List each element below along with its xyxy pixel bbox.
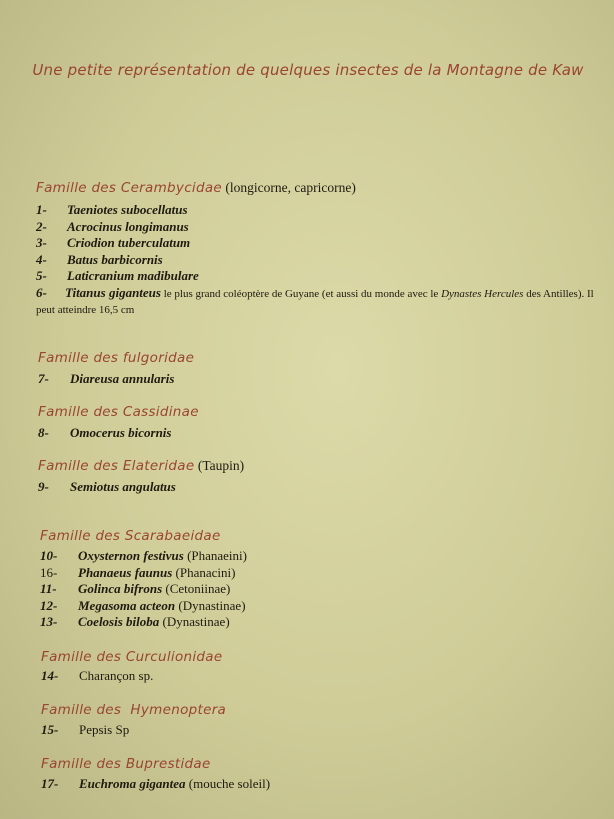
item-number: 2-: [36, 219, 47, 234]
species-description: le plus grand coléoptère de Guyane (et aussi du monde avec le: [160, 288, 442, 300]
list-item: [40, 565, 235, 581]
family-heading-scarabaeidae: [40, 528, 221, 544]
list-item: [40, 581, 230, 597]
species-name: Semiotus angulatus: [70, 479, 176, 494]
item-number: 5-: [36, 268, 47, 283]
family-note: (longicorne, capricorne): [222, 180, 356, 195]
family-name: Famille des Curculionidae: [41, 649, 223, 665]
item-number: 11-: [40, 581, 57, 596]
item-number: 7-: [38, 371, 49, 386]
species-name: Titanus giganteus: [65, 285, 161, 300]
family-heading-cerambycidae: [36, 180, 356, 196]
species-name: Euchroma gigantea: [79, 776, 186, 791]
species-name: Diareusa annularis: [70, 371, 175, 386]
list-item: [41, 668, 153, 684]
list-item: [36, 252, 163, 268]
item-number: 9-: [38, 479, 49, 494]
item-number: 10-: [40, 548, 58, 563]
list-item: [38, 371, 174, 387]
item-number: 17-: [41, 776, 59, 791]
species-subfamily: (Phanacini): [172, 565, 236, 580]
family-name: Famille des Scarabaeidae: [40, 528, 221, 544]
family-name: Famille des Hymenoptera: [41, 702, 227, 718]
list-item: [40, 598, 246, 614]
family-heading-fulgoridae: [38, 350, 194, 366]
species-name: Acrocinus longimanus: [67, 219, 189, 234]
family-name: Famille des Buprestidae: [41, 756, 211, 772]
species-name: Laticranium madibulare: [67, 268, 199, 283]
species-subfamily: (Dynastinae): [159, 614, 230, 629]
family-heading-elateridae: [38, 458, 244, 474]
list-item: [36, 285, 606, 318]
species-subfamily: (Dynastinae): [175, 598, 246, 613]
item-number: 16-: [40, 565, 58, 580]
species-description-end: des Antilles). Il peut atteindre 16,5 cm: [36, 288, 594, 316]
list-item: [41, 776, 270, 792]
item-number: 12-: [40, 598, 58, 613]
item-number: 13-: [40, 614, 58, 629]
item-number: 1-: [36, 202, 47, 217]
species-name: Batus barbicornis: [67, 252, 163, 267]
list-item: [36, 268, 199, 284]
family-name: Famille des Cerambycidae: [36, 180, 223, 196]
item-number: 15-: [41, 722, 59, 737]
species-name: Taeniotes subocellatus: [67, 202, 188, 217]
list-item: [40, 548, 247, 564]
family-heading-hymenoptera: [41, 702, 226, 718]
document-title: Une petite représentation de quelques insectes de la Montagne de Kaw: [32, 61, 584, 79]
family-note: (Taupin): [194, 458, 245, 473]
item-number: 4-: [36, 252, 47, 267]
family-name: Famille des Elateridae: [38, 458, 195, 474]
species-description: Charançon sp.: [79, 668, 154, 683]
list-item: [38, 425, 171, 441]
list-item: [38, 479, 176, 495]
species-description: Pepsis Sp: [79, 722, 130, 737]
species-subfamily: (Cetoniinae): [162, 581, 231, 596]
family-name: Famille des fulgoridae: [38, 350, 195, 366]
species-name: Oxysternon festivus: [78, 548, 184, 563]
family-heading-buprestidae: [41, 756, 211, 772]
family-name: Famille des Cassidinae: [38, 404, 199, 420]
species-name: Criodion tuberculatum: [67, 235, 191, 250]
species-subfamily: (Phanaeini): [183, 548, 247, 563]
list-item: [36, 235, 190, 251]
list-item: [41, 722, 129, 738]
species-reference: Dynastes Hercules: [441, 288, 524, 300]
family-heading-cassidinae: [38, 404, 199, 420]
list-item: [40, 614, 230, 630]
species-name: Omocerus bicornis: [70, 425, 172, 440]
list-item: [36, 219, 189, 235]
species-name: Megasoma acteon: [78, 598, 176, 613]
item-number: 8-: [38, 425, 49, 440]
list-item: [36, 202, 188, 218]
item-number: 3-: [36, 235, 47, 250]
family-heading-curculionidae: [41, 649, 222, 665]
species-name: Coelosis biloba: [78, 614, 160, 629]
species-name: Phanaeus faunus: [78, 565, 173, 580]
species-common-name: (mouche soleil): [185, 776, 271, 791]
item-number: 6-: [36, 285, 47, 300]
item-number: 14-: [41, 668, 59, 683]
species-name: Golinca bifrons: [78, 581, 163, 596]
